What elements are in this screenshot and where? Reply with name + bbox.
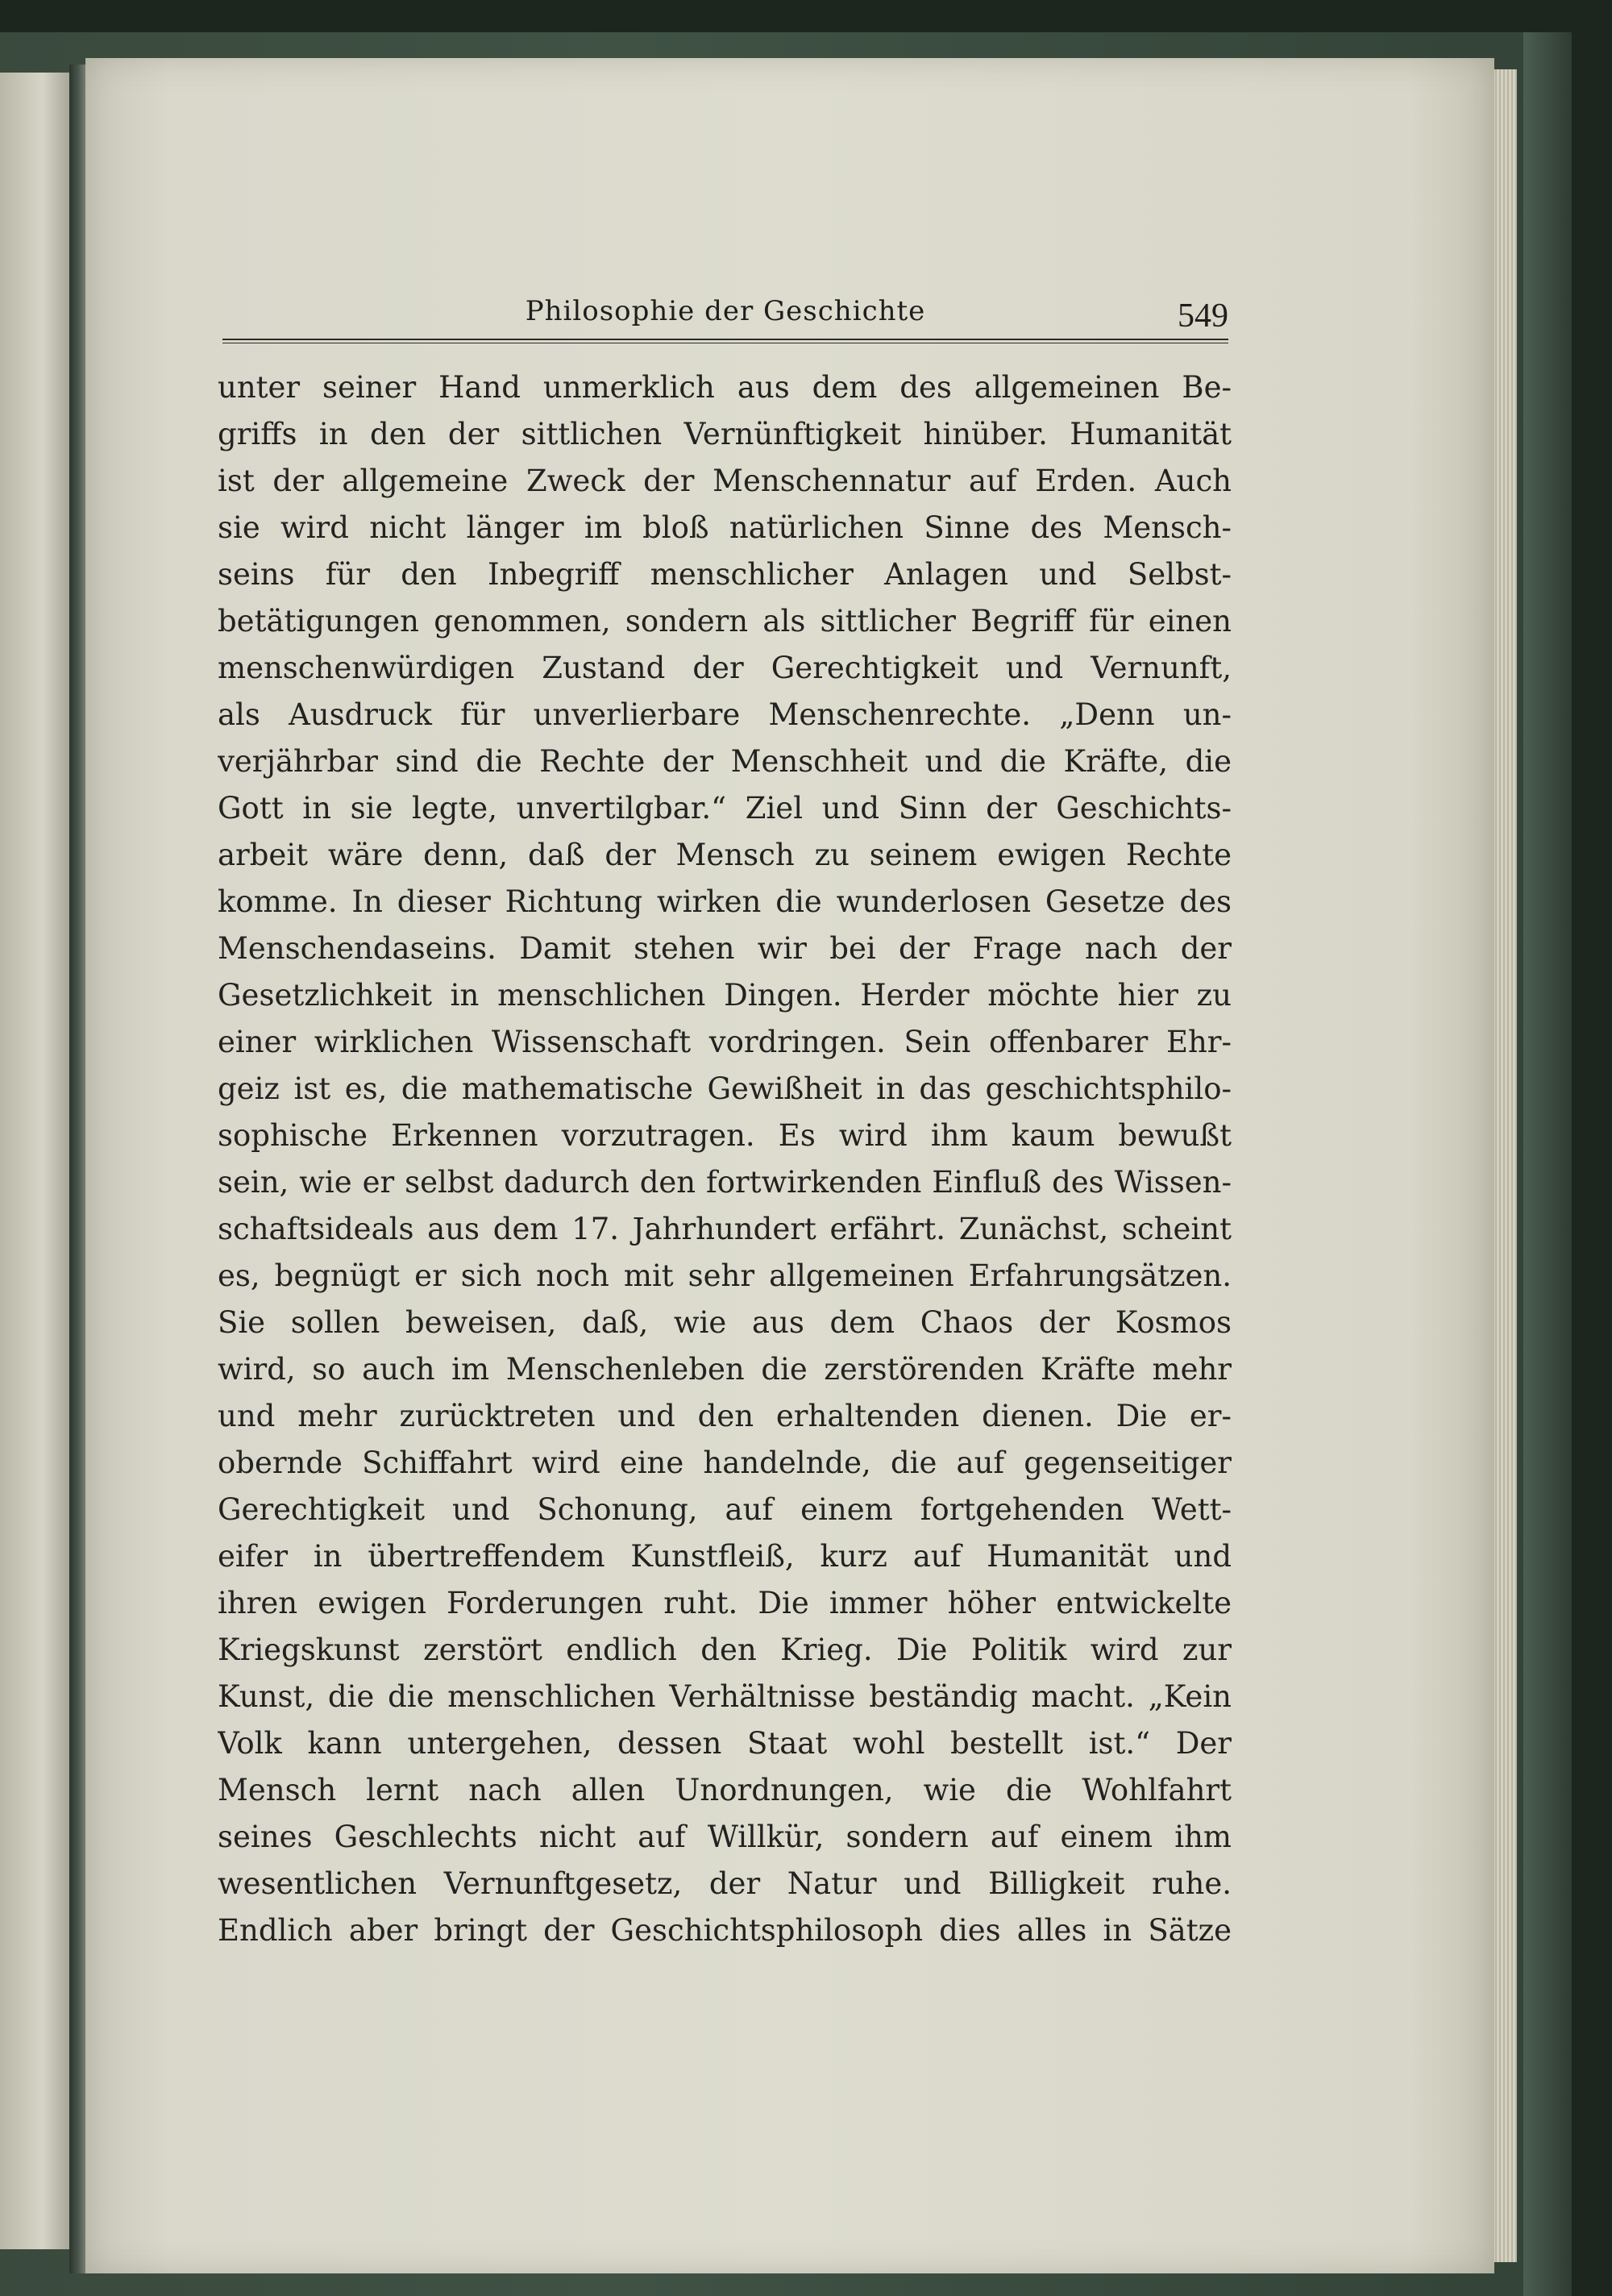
text-line: obernde Schiffahrt wird eine handelnde, die auf gegenseitiger xyxy=(218,1445,1232,1480)
text-line: schaftsideals aus dem 17. Jahrhundert erfährt. Zunächst, scheint xyxy=(218,1212,1232,1246)
text-line: als Ausdruck für unverlierbare Menschenrechte. „Denn un- xyxy=(218,697,1232,732)
text-line: Gesetzlichkeit in menschlichen Dingen. Herder möchte hier zu xyxy=(218,978,1232,1013)
text-line: geiz ist es, die mathematische Gewißheit in das geschichtsphilo- xyxy=(218,1071,1232,1106)
text-line: Menschendaseins. Damit stehen wir bei der Frage nach der xyxy=(218,931,1232,966)
page-number: 549 xyxy=(1178,297,1228,335)
text-line: sophische Erkennen vorzutragen. Es wird ihm kaum bewußt xyxy=(218,1118,1232,1153)
text-line: Gott in sie legte, unvertilgbar.“ Ziel und Sinn der Geschichts- xyxy=(218,791,1232,826)
text-line: seines Geschlechts nicht auf Willkür, sondern auf einem ihm xyxy=(218,1820,1232,1854)
text-line: verjährbar sind die Rechte der Menschheit und die Kräfte, die xyxy=(218,744,1232,779)
text-line: wesentlichen Vernunftgesetz, der Natur und Billigkeit ruhe. xyxy=(218,1866,1232,1901)
page-stack-edge xyxy=(1493,69,1517,2262)
body-text xyxy=(218,364,1232,1954)
text-line: es, begnügt er sich noch mit sehr allgemeinen Erfahrungsätzen. xyxy=(218,1258,1232,1293)
text-line: sie wird nicht länger im bloß natürlichen Sinne des Mensch- xyxy=(218,510,1232,545)
text-line: ihren ewigen Forderungen ruht. Die immer höher entwickelte xyxy=(218,1586,1232,1620)
text-line: menschenwürdigen Zustand der Gerechtigkeit und Vernunft, xyxy=(218,651,1232,685)
text-line: eifer in übertreffendem Kunstfleiß, kurz auf Humanität und xyxy=(218,1539,1232,1574)
text-line: Endlich aber bringt der Geschichtsphilosoph dies alles in Sätze xyxy=(218,1913,1232,1948)
text-line: einer wirklichen Wissenschaft vordringen. Sein offenbarer Ehr- xyxy=(218,1025,1232,1059)
text-line: Kunst, die die menschlichen Verhältnisse beständig macht. „Kein xyxy=(218,1679,1232,1714)
text-line: und mehr zurücktreten und den erhaltenden dienen. Die er- xyxy=(218,1399,1232,1433)
text-line: betätigungen genommen, sondern als sittlicher Begriff für einen xyxy=(218,604,1232,638)
text-line: ist der allgemeine Zweck der Menschennatur auf Erden. Auch xyxy=(218,464,1232,498)
book-gutter xyxy=(69,64,87,2273)
text-line: Volk kann untergehen, dessen Staat wohl bestellt ist.“ Der xyxy=(218,1726,1232,1761)
text-line: sein, wie er selbst dadurch den fortwirkenden Einfluß des Wissen- xyxy=(218,1165,1232,1200)
text-line: wird, so auch im Menschenleben die zerstörenden Kräfte mehr xyxy=(218,1352,1232,1387)
text-line: Mensch lernt nach allen Unordnungen, wie die Wohlfahrt xyxy=(218,1773,1232,1807)
text-line: Sie sollen beweisen, daß, wie aus dem Chaos der Kosmos xyxy=(218,1305,1232,1340)
header-rule xyxy=(222,339,1228,343)
text-line: Gerechtigkeit und Schonung, auf einem fortgehenden Wett- xyxy=(218,1492,1232,1527)
running-head-title: Philosophie der Geschichte xyxy=(525,295,926,327)
text-line: griffs in den der sittlichen Vernünftigkeit hinüber. Humanität xyxy=(218,417,1232,451)
cover-edge xyxy=(1523,32,1572,2296)
text-line: komme. In dieser Richtung wirken die wunderlosen Gesetze des xyxy=(218,884,1232,919)
running-head xyxy=(222,285,1228,343)
text-line: arbeit wäre denn, daß der Mensch zu seinem ewigen Rechte xyxy=(218,838,1232,872)
previous-page-edge xyxy=(0,73,71,2249)
text-line: Kriegskunst zerstört endlich den Krieg. Die Politik wird zur xyxy=(218,1633,1232,1667)
text-line: unter seiner Hand unmerklich aus dem des allgemeinen Be- xyxy=(218,370,1232,405)
text-line: seins für den Inbegriff menschlicher Anlagen und Selbst- xyxy=(218,557,1232,592)
